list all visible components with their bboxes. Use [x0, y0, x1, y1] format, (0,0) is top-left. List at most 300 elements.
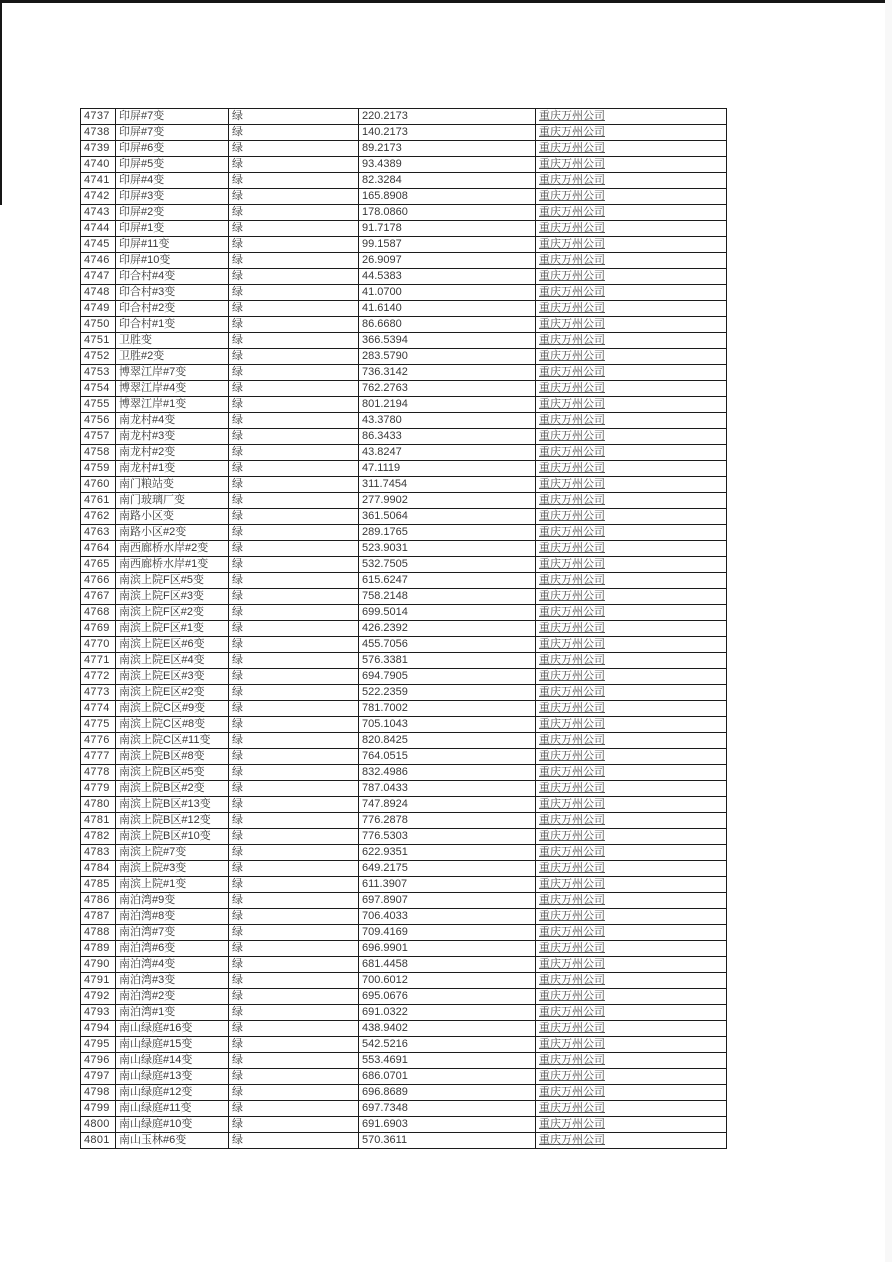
row-id-cell: 4742	[81, 189, 116, 205]
table-row	[81, 989, 727, 1005]
table-row	[81, 909, 727, 925]
value-cell: 86.6680	[359, 317, 536, 333]
row-id-cell: 4755	[81, 397, 116, 413]
table-row	[81, 957, 727, 973]
row-id-cell: 4749	[81, 301, 116, 317]
status-cell: 绿	[229, 509, 359, 525]
status-cell: 绿	[229, 365, 359, 381]
row-id-cell: 4760	[81, 477, 116, 493]
value-cell: 820.8425	[359, 733, 536, 749]
table-row	[81, 429, 727, 445]
company-link[interactable]: 重庆万州公司	[536, 445, 727, 461]
status-cell: 绿	[229, 749, 359, 765]
row-id-cell: 4757	[81, 429, 116, 445]
row-id-cell: 4783	[81, 845, 116, 861]
row-id-cell: 4775	[81, 717, 116, 733]
company-link[interactable]: 重庆万州公司	[536, 861, 727, 877]
substation-name-cell: 南山绿庭#14变	[116, 1053, 229, 1069]
status-cell: 绿	[229, 221, 359, 237]
status-cell: 绿	[229, 541, 359, 557]
company-link[interactable]: 重庆万州公司	[536, 765, 727, 781]
substation-name-cell: 南门粮站变	[116, 477, 229, 493]
value-cell: 553.4691	[359, 1053, 536, 1069]
company-link[interactable]: 重庆万州公司	[536, 285, 727, 301]
value-cell: 523.9031	[359, 541, 536, 557]
row-id-cell: 4776	[81, 733, 116, 749]
row-id-cell: 4756	[81, 413, 116, 429]
value-cell: 426.2392	[359, 621, 536, 637]
value-cell: 366.5394	[359, 333, 536, 349]
page-top-edge-line	[0, 0, 892, 3]
value-cell: 220.2173	[359, 109, 536, 125]
company-link[interactable]: 重庆万州公司	[536, 381, 727, 397]
row-id-cell: 4741	[81, 173, 116, 189]
value-cell: 700.6012	[359, 973, 536, 989]
company-link[interactable]: 重庆万州公司	[536, 925, 727, 941]
substation-name-cell: 南山绿庭#10变	[116, 1117, 229, 1133]
row-id-cell: 4772	[81, 669, 116, 685]
company-link[interactable]: 重庆万州公司	[536, 525, 727, 541]
table-row	[81, 317, 727, 333]
status-cell: 绿	[229, 589, 359, 605]
status-cell: 绿	[229, 989, 359, 1005]
company-link[interactable]: 重庆万州公司	[536, 1133, 727, 1149]
status-cell: 绿	[229, 621, 359, 637]
table-row	[81, 477, 727, 493]
company-link[interactable]: 重庆万州公司	[536, 621, 727, 637]
status-cell: 绿	[229, 605, 359, 621]
substation-name-cell: 南泊湾#8变	[116, 909, 229, 925]
status-cell: 绿	[229, 1021, 359, 1037]
status-cell: 绿	[229, 877, 359, 893]
value-cell: 705.1043	[359, 717, 536, 733]
value-cell: 41.6140	[359, 301, 536, 317]
company-link[interactable]: 重庆万州公司	[536, 957, 727, 973]
company-link[interactable]: 重庆万州公司	[536, 493, 727, 509]
value-cell: 532.7505	[359, 557, 536, 573]
status-cell: 绿	[229, 1085, 359, 1101]
row-id-cell: 4791	[81, 973, 116, 989]
company-link[interactable]: 重庆万州公司	[536, 541, 727, 557]
table-row	[81, 109, 727, 125]
substation-name-cell: 南山绿庭#16变	[116, 1021, 229, 1037]
table-row	[81, 1005, 727, 1021]
status-cell: 绿	[229, 493, 359, 509]
company-link[interactable]: 重庆万州公司	[536, 1085, 727, 1101]
substation-name-cell: 南山绿庭#11变	[116, 1101, 229, 1117]
status-cell: 绿	[229, 765, 359, 781]
status-cell: 绿	[229, 893, 359, 909]
status-cell: 绿	[229, 141, 359, 157]
row-id-cell: 4785	[81, 877, 116, 893]
table-row	[81, 189, 727, 205]
status-cell: 绿	[229, 413, 359, 429]
substation-name-cell: 南滨上院F区#5变	[116, 573, 229, 589]
value-cell: 570.3611	[359, 1133, 536, 1149]
row-id-cell: 4738	[81, 125, 116, 141]
value-cell: 89.2173	[359, 141, 536, 157]
row-id-cell: 4782	[81, 829, 116, 845]
status-cell: 绿	[229, 125, 359, 141]
row-id-cell: 4778	[81, 765, 116, 781]
value-cell: 699.5014	[359, 605, 536, 621]
table-row	[81, 285, 727, 301]
status-cell: 绿	[229, 269, 359, 285]
table-row	[81, 381, 727, 397]
company-link[interactable]: 重庆万州公司	[536, 733, 727, 749]
table-row	[81, 157, 727, 173]
substation-name-cell: 南泊湾#4变	[116, 957, 229, 973]
value-cell: 361.5064	[359, 509, 536, 525]
row-id-cell: 4762	[81, 509, 116, 525]
row-id-cell: 4771	[81, 653, 116, 669]
substation-name-cell: 南滨上院B区#10变	[116, 829, 229, 845]
row-id-cell: 4761	[81, 493, 116, 509]
company-link[interactable]: 重庆万州公司	[536, 237, 727, 253]
row-id-cell: 4774	[81, 701, 116, 717]
status-cell: 绿	[229, 461, 359, 477]
substation-name-cell: 印屏#5变	[116, 157, 229, 173]
substation-name-cell: 南滨上院#7变	[116, 845, 229, 861]
table-row	[81, 301, 727, 317]
table-row	[81, 365, 727, 381]
company-link[interactable]: 重庆万州公司	[536, 189, 727, 205]
substation-name-cell: 南滨上院#1变	[116, 877, 229, 893]
value-cell: 762.2763	[359, 381, 536, 397]
row-id-cell: 4753	[81, 365, 116, 381]
company-link[interactable]: 重庆万州公司	[536, 941, 727, 957]
company-link[interactable]: 重庆万州公司	[536, 781, 727, 797]
status-cell: 绿	[229, 1005, 359, 1021]
substation-name-cell: 南泊湾#2变	[116, 989, 229, 1005]
status-cell: 绿	[229, 1069, 359, 1085]
substation-name-cell: 南泊湾#3变	[116, 973, 229, 989]
company-link[interactable]: 重庆万州公司	[536, 557, 727, 573]
status-cell: 绿	[229, 253, 359, 269]
company-link[interactable]: 重庆万州公司	[536, 461, 727, 477]
company-link[interactable]: 重庆万州公司	[536, 205, 727, 221]
row-id-cell: 4747	[81, 269, 116, 285]
substation-name-cell: 南西廊桥水岸#2变	[116, 541, 229, 557]
substation-name-cell: 印屏#1变	[116, 221, 229, 237]
table-row	[81, 749, 727, 765]
company-link[interactable]: 重庆万州公司	[536, 637, 727, 653]
company-link[interactable]: 重庆万州公司	[536, 429, 727, 445]
value-cell: 776.5303	[359, 829, 536, 845]
company-link[interactable]: 重庆万州公司	[536, 349, 727, 365]
value-cell: 695.0676	[359, 989, 536, 1005]
value-cell: 736.3142	[359, 365, 536, 381]
status-cell: 绿	[229, 781, 359, 797]
value-cell: 681.4458	[359, 957, 536, 973]
table-row	[81, 877, 727, 893]
table-row	[81, 797, 727, 813]
table-row	[81, 173, 727, 189]
company-link[interactable]: 重庆万州公司	[536, 141, 727, 157]
status-cell: 绿	[229, 109, 359, 125]
table-row	[81, 1085, 727, 1101]
value-cell: 43.3780	[359, 413, 536, 429]
row-id-cell: 4754	[81, 381, 116, 397]
table-row	[81, 397, 727, 413]
substation-name-cell: 南滨上院B区#13变	[116, 797, 229, 813]
company-link[interactable]: 重庆万州公司	[536, 1053, 727, 1069]
value-cell: 776.2878	[359, 813, 536, 829]
table-row	[81, 861, 727, 877]
company-link[interactable]: 重庆万州公司	[536, 573, 727, 589]
substation-name-cell: 南滨上院E区#2变	[116, 685, 229, 701]
table-row	[81, 221, 727, 237]
company-link[interactable]: 重庆万州公司	[536, 333, 727, 349]
table-body	[81, 109, 727, 1149]
table-row	[81, 701, 727, 717]
substation-name-cell: 南滨上院E区#4变	[116, 653, 229, 669]
status-cell: 绿	[229, 685, 359, 701]
value-cell: 82.3284	[359, 173, 536, 189]
table-row	[81, 461, 727, 477]
company-link[interactable]: 重庆万州公司	[536, 477, 727, 493]
status-cell: 绿	[229, 205, 359, 221]
row-id-cell: 4792	[81, 989, 116, 1005]
company-link[interactable]: 重庆万州公司	[536, 317, 727, 333]
company-link[interactable]: 重庆万州公司	[536, 909, 727, 925]
status-cell: 绿	[229, 349, 359, 365]
row-id-cell: 4780	[81, 797, 116, 813]
table-row	[81, 1117, 727, 1133]
company-link[interactable]: 重庆万州公司	[536, 1117, 727, 1133]
substation-name-cell: 南龙村#2变	[116, 445, 229, 461]
row-id-cell: 4751	[81, 333, 116, 349]
table-row	[81, 813, 727, 829]
company-link[interactable]: 重庆万州公司	[536, 605, 727, 621]
company-link[interactable]: 重庆万州公司	[536, 813, 727, 829]
status-cell: 绿	[229, 333, 359, 349]
substation-name-cell: 南滨上院F区#1变	[116, 621, 229, 637]
status-cell: 绿	[229, 797, 359, 813]
status-cell: 绿	[229, 1133, 359, 1149]
substation-data-table	[80, 108, 727, 1149]
table-row	[81, 685, 727, 701]
value-cell: 47.1119	[359, 461, 536, 477]
value-cell: 140.2173	[359, 125, 536, 141]
table-row	[81, 413, 727, 429]
table-row	[81, 253, 727, 269]
substation-name-cell: 南山玉林#6变	[116, 1133, 229, 1149]
substation-name-cell: 南山绿庭#12变	[116, 1085, 229, 1101]
status-cell: 绿	[229, 381, 359, 397]
substation-name-cell: 南滨上院B区#5变	[116, 765, 229, 781]
table-row	[81, 669, 727, 685]
company-link[interactable]: 重庆万州公司	[536, 893, 727, 909]
status-cell: 绿	[229, 189, 359, 205]
row-id-cell: 4787	[81, 909, 116, 925]
company-link[interactable]: 重庆万州公司	[536, 669, 727, 685]
value-cell: 787.0433	[359, 781, 536, 797]
company-link[interactable]: 重庆万州公司	[536, 397, 727, 413]
page-left-edge-line	[0, 0, 2, 205]
row-id-cell: 4746	[81, 253, 116, 269]
table-row	[81, 845, 727, 861]
company-link[interactable]: 重庆万州公司	[536, 1021, 727, 1037]
row-id-cell: 4769	[81, 621, 116, 637]
value-cell: 691.6903	[359, 1117, 536, 1133]
table-row	[81, 1053, 727, 1069]
company-link[interactable]: 重庆万州公司	[536, 509, 727, 525]
value-cell: 86.3433	[359, 429, 536, 445]
status-cell: 绿	[229, 957, 359, 973]
table-row	[81, 541, 727, 557]
row-id-cell: 4798	[81, 1085, 116, 1101]
row-id-cell: 4784	[81, 861, 116, 877]
value-cell: 289.1765	[359, 525, 536, 541]
substation-name-cell: 南滨上院B区#12变	[116, 813, 229, 829]
table-row	[81, 557, 727, 573]
substation-name-cell: 印合村#2变	[116, 301, 229, 317]
company-link[interactable]: 重庆万州公司	[536, 301, 727, 317]
substation-name-cell: 印屏#7变	[116, 109, 229, 125]
value-cell: 44.5383	[359, 269, 536, 285]
company-link[interactable]: 重庆万州公司	[536, 797, 727, 813]
substation-name-cell: 印合村#4变	[116, 269, 229, 285]
company-link[interactable]: 重庆万州公司	[536, 157, 727, 173]
status-cell: 绿	[229, 237, 359, 253]
company-link[interactable]: 重庆万州公司	[536, 109, 727, 125]
company-link[interactable]: 重庆万州公司	[536, 749, 727, 765]
value-cell: 542.5216	[359, 1037, 536, 1053]
value-cell: 781.7002	[359, 701, 536, 717]
row-id-cell: 4765	[81, 557, 116, 573]
value-cell: 178.0860	[359, 205, 536, 221]
row-id-cell: 4800	[81, 1117, 116, 1133]
table-row	[81, 781, 727, 797]
company-link[interactable]: 重庆万州公司	[536, 685, 727, 701]
table-row	[81, 925, 727, 941]
company-link[interactable]: 重庆万州公司	[536, 845, 727, 861]
company-link[interactable]: 重庆万州公司	[536, 253, 727, 269]
substation-name-cell: 博翠江岸#7变	[116, 365, 229, 381]
company-link[interactable]: 重庆万州公司	[536, 125, 727, 141]
company-link[interactable]: 重庆万州公司	[536, 653, 727, 669]
company-link[interactable]: 重庆万州公司	[536, 829, 727, 845]
substation-name-cell: 南山绿庭#13变	[116, 1069, 229, 1085]
row-id-cell: 4795	[81, 1037, 116, 1053]
value-cell: 277.9902	[359, 493, 536, 509]
table-row	[81, 717, 727, 733]
substation-name-cell: 博翠江岸#4变	[116, 381, 229, 397]
row-id-cell: 4766	[81, 573, 116, 589]
status-cell: 绿	[229, 653, 359, 669]
substation-name-cell: 南滨上院E区#3变	[116, 669, 229, 685]
substation-name-cell: 南滨上院B区#8变	[116, 749, 229, 765]
company-link[interactable]: 重庆万州公司	[536, 877, 727, 893]
value-cell: 709.4169	[359, 925, 536, 941]
value-cell: 41.0700	[359, 285, 536, 301]
value-cell: 696.9901	[359, 941, 536, 957]
status-cell: 绿	[229, 733, 359, 749]
table-row	[81, 493, 727, 509]
substation-name-cell: 南滨上院E区#6变	[116, 637, 229, 653]
row-id-cell: 4740	[81, 157, 116, 173]
status-cell: 绿	[229, 669, 359, 685]
table-row	[81, 1133, 727, 1149]
table-row	[81, 1101, 727, 1117]
value-cell: 165.8908	[359, 189, 536, 205]
value-cell: 91.7178	[359, 221, 536, 237]
company-link[interactable]: 重庆万州公司	[536, 989, 727, 1005]
status-cell: 绿	[229, 429, 359, 445]
value-cell: 283.5790	[359, 349, 536, 365]
substation-name-cell: 印屏#7变	[116, 125, 229, 141]
substation-name-cell: 南路小区变	[116, 509, 229, 525]
status-cell: 绿	[229, 829, 359, 845]
substation-name-cell: 南泊湾#9变	[116, 893, 229, 909]
company-link[interactable]: 重庆万州公司	[536, 1005, 727, 1021]
status-cell: 绿	[229, 925, 359, 941]
value-cell: 691.0322	[359, 1005, 536, 1021]
company-link[interactable]: 重庆万州公司	[536, 701, 727, 717]
row-id-cell: 4781	[81, 813, 116, 829]
substation-name-cell: 南滨上院F区#3变	[116, 589, 229, 605]
row-id-cell: 4758	[81, 445, 116, 461]
value-cell: 747.8924	[359, 797, 536, 813]
status-cell: 绿	[229, 557, 359, 573]
company-link[interactable]: 重庆万州公司	[536, 717, 727, 733]
table-row	[81, 941, 727, 957]
value-cell: 697.8907	[359, 893, 536, 909]
company-link[interactable]: 重庆万州公司	[536, 973, 727, 989]
substation-name-cell: 南路小区#2变	[116, 525, 229, 541]
table-row	[81, 1037, 727, 1053]
company-link[interactable]: 重庆万州公司	[536, 221, 727, 237]
row-id-cell: 4796	[81, 1053, 116, 1069]
substation-name-cell: 南龙村#1变	[116, 461, 229, 477]
status-cell: 绿	[229, 909, 359, 925]
substation-name-cell: 南西廊桥水岸#1变	[116, 557, 229, 573]
row-id-cell: 4799	[81, 1101, 116, 1117]
company-link[interactable]: 重庆万州公司	[536, 269, 727, 285]
row-id-cell: 4745	[81, 237, 116, 253]
status-cell: 绿	[229, 157, 359, 173]
company-link[interactable]: 重庆万州公司	[536, 365, 727, 381]
company-link[interactable]: 重庆万州公司	[536, 1037, 727, 1053]
company-link[interactable]: 重庆万州公司	[536, 589, 727, 605]
table-row	[81, 125, 727, 141]
substation-name-cell: 博翠江岸#1变	[116, 397, 229, 413]
row-id-cell: 4763	[81, 525, 116, 541]
table-row	[81, 973, 727, 989]
substation-name-cell: 卫胜变	[116, 333, 229, 349]
substation-name-cell: 印屏#4变	[116, 173, 229, 189]
company-link[interactable]: 重庆万州公司	[536, 1069, 727, 1085]
substation-name-cell: 印屏#11变	[116, 237, 229, 253]
row-id-cell: 4767	[81, 589, 116, 605]
status-cell: 绿	[229, 973, 359, 989]
status-cell: 绿	[229, 301, 359, 317]
company-link[interactable]: 重庆万州公司	[536, 413, 727, 429]
table-row	[81, 1021, 727, 1037]
value-cell: 455.7056	[359, 637, 536, 653]
value-cell: 832.4986	[359, 765, 536, 781]
row-id-cell: 4744	[81, 221, 116, 237]
row-id-cell: 4748	[81, 285, 116, 301]
status-cell: 绿	[229, 813, 359, 829]
status-cell: 绿	[229, 1037, 359, 1053]
substation-name-cell: 卫胜#2变	[116, 349, 229, 365]
status-cell: 绿	[229, 397, 359, 413]
company-link[interactable]: 重庆万州公司	[536, 1101, 727, 1117]
company-link[interactable]: 重庆万州公司	[536, 173, 727, 189]
status-cell: 绿	[229, 717, 359, 733]
